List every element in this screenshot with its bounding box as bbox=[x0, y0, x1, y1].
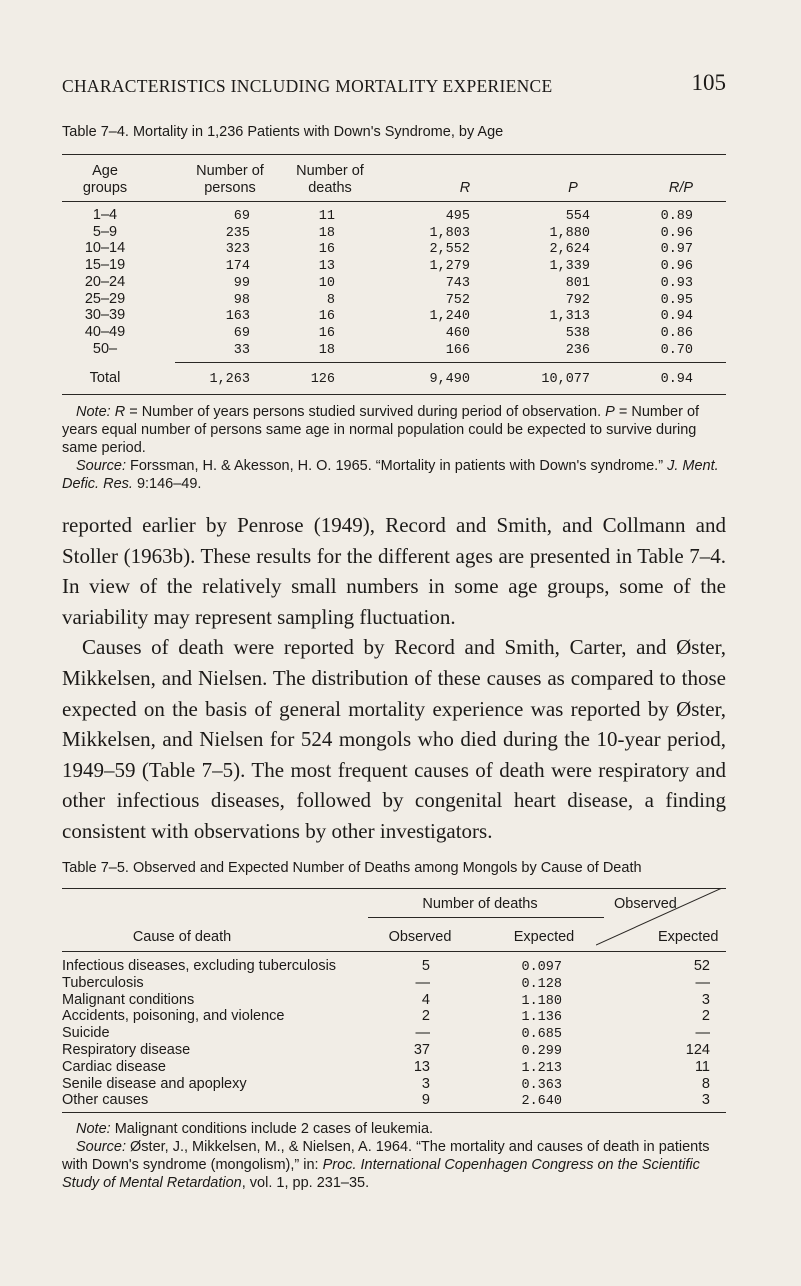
cell-deaths: 10 bbox=[318, 275, 335, 291]
cell-ratio: 52 bbox=[693, 958, 710, 974]
table-7-4-bottom-rule bbox=[62, 394, 726, 395]
cell-r-over-p: 0.97 bbox=[660, 242, 693, 258]
cell-ratio: 11 bbox=[694, 1058, 710, 1075]
cell-r-over-p: 0.95 bbox=[660, 292, 693, 308]
cell-observed: — bbox=[415, 1025, 430, 1042]
cell-age-group: 30–39 bbox=[84, 307, 126, 324]
cell-expected: 0.128 bbox=[521, 976, 562, 992]
cell-cause: Senile disease and apoplexy bbox=[62, 1075, 247, 1092]
cell-ratio: 124 bbox=[685, 1042, 710, 1058]
cell-p-value: 801 bbox=[565, 275, 590, 291]
cell-r-value: 1,279 bbox=[429, 259, 470, 275]
cell-cause: Suicide bbox=[62, 1025, 110, 1042]
cell-cause: Other causes bbox=[62, 1092, 149, 1109]
cell-expected: 0.685 bbox=[521, 1027, 562, 1043]
table-7-4-source bbox=[62, 457, 726, 493]
cell-observed: 4 bbox=[421, 991, 430, 1008]
cell-r-value: 495 bbox=[445, 209, 470, 224]
header-expected: Expected bbox=[513, 929, 575, 945]
cell-expected: 1.180 bbox=[521, 993, 562, 1009]
cell-persons: 69 bbox=[233, 325, 250, 341]
cell-r-value: 743 bbox=[445, 275, 470, 291]
header-number-of-deaths: Number of deaths bbox=[422, 896, 538, 912]
cell-deaths: 18 bbox=[318, 342, 335, 358]
header-deaths-line1: Number of bbox=[296, 163, 364, 179]
cell-r-value: 460 bbox=[445, 325, 470, 341]
source-proceedings: Proc. International Copenhagen Congress on the Scientific Study of Mental Retardation bbox=[62, 1157, 700, 1191]
cell-observed: 37 bbox=[413, 1042, 430, 1058]
cell-ratio: 3 bbox=[701, 991, 710, 1008]
table-7-4-top-rule bbox=[62, 154, 726, 155]
table-7-5-notes bbox=[62, 1120, 726, 1192]
cell-ratio: 8 bbox=[701, 1075, 710, 1092]
source-label: Source: bbox=[76, 1139, 126, 1155]
cell-age-group: 20–24 bbox=[84, 273, 126, 290]
cell-observed: 5 bbox=[421, 958, 430, 974]
cell-persons: 33 bbox=[233, 342, 250, 358]
cell-p-value: 236 bbox=[565, 342, 590, 358]
cell-expected: 0.097 bbox=[521, 960, 562, 975]
cell-deaths: 18 bbox=[318, 225, 335, 241]
table-7-4-caption: Table 7–4. Mortality in 1,236 Patients with Down's Syndrome, by Age bbox=[62, 124, 504, 140]
table-7-4-note bbox=[62, 403, 726, 457]
header-age-line1: Age bbox=[92, 163, 118, 179]
cell-r-over-p: 0.96 bbox=[660, 259, 693, 275]
body-text bbox=[62, 510, 726, 847]
cell-cause: Infectious diseases, excluding tuberculosis bbox=[62, 958, 337, 974]
cell-r-value: 752 bbox=[445, 292, 470, 308]
cell-r-value: 1,240 bbox=[429, 309, 470, 325]
note-p-symbol: P bbox=[605, 404, 615, 420]
cell-persons: 69 bbox=[233, 209, 250, 224]
cell-p-value: 1,880 bbox=[549, 225, 590, 241]
header-deaths-line2: deaths bbox=[308, 180, 352, 196]
cell-age-group: 50– bbox=[92, 340, 118, 357]
cell-deaths: 16 bbox=[318, 242, 335, 258]
cell-expected: 2.640 bbox=[521, 1094, 562, 1110]
cell-p-value: 2,624 bbox=[549, 242, 590, 258]
cell-p-value: 1,339 bbox=[549, 259, 590, 275]
source-label: Source: bbox=[76, 458, 126, 474]
cell-p-value: 1,313 bbox=[549, 309, 590, 325]
cell-persons: 98 bbox=[233, 292, 250, 308]
note-p-definition: = Number of years equal number of persons same age in normal population could be expected to survive during same period. bbox=[62, 404, 700, 456]
total-deaths: 126 bbox=[310, 372, 335, 387]
total-r-over-p: 0.94 bbox=[660, 372, 693, 387]
note-label: Note: bbox=[76, 1121, 111, 1137]
cell-r-over-p: 0.86 bbox=[660, 325, 693, 341]
header-cause: Cause of death bbox=[132, 929, 232, 945]
cell-cause: Malignant conditions bbox=[62, 991, 195, 1008]
table-7-4-total-rule bbox=[175, 362, 726, 363]
cell-age-group: 40–49 bbox=[84, 323, 126, 340]
page-number: 105 bbox=[691, 70, 726, 95]
table-7-5-header-rule bbox=[62, 951, 726, 952]
note-r-symbol: R bbox=[114, 404, 126, 420]
header-persons-line1: Number of bbox=[196, 163, 264, 179]
cell-deaths: 8 bbox=[326, 292, 335, 308]
header-ratio-numerator: Observed bbox=[614, 896, 677, 912]
header-observed: Observed bbox=[388, 929, 452, 945]
cell-persons: 323 bbox=[225, 242, 250, 258]
cell-persons: 99 bbox=[233, 275, 250, 291]
table-7-4-header-rule bbox=[62, 201, 726, 202]
cell-expected: 0.299 bbox=[521, 1044, 562, 1059]
table-7-5-source bbox=[62, 1138, 726, 1192]
header-r-over-p: R/P bbox=[668, 180, 694, 196]
source-text: Forssman, H. & Akesson, H. O. 1965. “Mortality in patients with Down's syndrome.” bbox=[125, 458, 668, 474]
header-r: R bbox=[459, 180, 471, 196]
cell-ratio: — bbox=[695, 974, 710, 991]
source-citation-end: , vol. 1, pp. 231–35. bbox=[241, 1175, 370, 1191]
cell-r-over-p: 0.89 bbox=[660, 209, 693, 224]
header-ratio-denominator: Expected bbox=[658, 929, 719, 945]
cell-deaths: 16 bbox=[318, 309, 335, 325]
table-7-5-bottom-rule bbox=[62, 1112, 726, 1113]
cell-observed: 9 bbox=[421, 1092, 430, 1109]
cell-age-group: 1–4 bbox=[92, 207, 118, 223]
table-7-4-notes bbox=[62, 403, 726, 493]
cell-observed: 2 bbox=[421, 1008, 430, 1025]
source-citation-end: 9:146–49. bbox=[132, 476, 202, 492]
cell-r-value: 166 bbox=[445, 342, 470, 358]
running-head-title: CHARACTERISTICS INCLUDING MORTALITY EXPERIENCE bbox=[62, 76, 553, 96]
cell-deaths: 13 bbox=[318, 259, 335, 275]
cell-expected: 1.136 bbox=[521, 1010, 562, 1026]
cell-r-value: 1,803 bbox=[429, 225, 470, 241]
cell-cause: Accidents, poisoning, and violence bbox=[62, 1008, 285, 1025]
cell-r-over-p: 0.96 bbox=[660, 225, 693, 241]
cell-deaths: 16 bbox=[318, 325, 335, 341]
cell-r-over-p: 0.94 bbox=[660, 309, 693, 325]
cell-age-group: 5–9 bbox=[92, 223, 118, 240]
cell-age-group: 10–14 bbox=[84, 240, 126, 257]
note-r-definition: = Number of years persons studied survived during period of observation. bbox=[125, 404, 606, 420]
cell-deaths: 11 bbox=[318, 209, 335, 224]
cell-expected: 0.363 bbox=[521, 1077, 562, 1093]
body-paragraph-1: reported earlier by Penrose (1949), Record and Smith, and Collmann and Stoller (1963b). These results for the different ages are presented in Table 7–4. In view of the relatively small numbers in some age groups, some of the variability may represent sampling fluctuation. bbox=[62, 513, 726, 629]
cell-r-over-p: 0.93 bbox=[660, 275, 693, 291]
cell-cause: Tuberculosis bbox=[62, 974, 144, 991]
cell-ratio: — bbox=[695, 1025, 710, 1042]
table-7-5-caption: Table 7–5. Observed and Expected Number of Deaths among Mongols by Cause of Death bbox=[62, 860, 642, 876]
header-group-rule bbox=[368, 917, 604, 918]
header-persons-line2: persons bbox=[204, 180, 256, 196]
cell-r-over-p: 0.70 bbox=[660, 342, 693, 358]
cell-persons: 235 bbox=[225, 225, 250, 241]
total-persons: 1,263 bbox=[209, 372, 250, 387]
total-p: 10,077 bbox=[541, 372, 590, 387]
cell-persons: 163 bbox=[225, 309, 250, 325]
cell-ratio: 3 bbox=[701, 1092, 710, 1109]
cell-observed: — bbox=[415, 974, 430, 991]
cell-ratio: 2 bbox=[701, 1008, 710, 1025]
cell-age-group: 15–19 bbox=[84, 257, 126, 274]
total-r: 9,490 bbox=[429, 372, 470, 387]
source-journal: J. Ment. Defic. Res. bbox=[62, 458, 719, 492]
cell-observed: 3 bbox=[421, 1075, 430, 1092]
body-paragraph-2: Causes of death were reported by Record and Smith, Carter, and Øster, Mikkelsen, and Nielsen. The distribution of these causes as compared to those expected on the basis of general mortality experience was reported by Øster, Mikkelsen, and Nielsen for 524 mongols who died during the 10-year period, 1949–59 (Table 7–5). The most frequent causes of death were respiratory and other infectious diseases, followed by congenital heart disease, a finding consistent with observations by other investigators. bbox=[62, 635, 726, 843]
source-text: Øster, J., Mikkelsen, M., & Nielsen, A. 1964. “The mortality and causes of death in patients with Down's syndrome (mongolism),” in: bbox=[62, 1139, 710, 1173]
cell-p-value: 554 bbox=[565, 209, 590, 224]
cell-persons: 174 bbox=[225, 259, 250, 275]
header-p: P bbox=[568, 180, 578, 196]
table-7-5-note bbox=[62, 1120, 726, 1138]
cell-expected: 1.213 bbox=[521, 1060, 562, 1076]
cell-age-group: 25–29 bbox=[84, 290, 126, 307]
cell-p-value: 538 bbox=[565, 325, 590, 341]
running-head bbox=[62, 70, 726, 104]
note-label: Note: bbox=[76, 404, 111, 420]
cell-r-value: 2,552 bbox=[429, 242, 470, 258]
cell-p-value: 792 bbox=[565, 292, 590, 308]
cell-cause: Respiratory disease bbox=[62, 1042, 191, 1058]
cell-observed: 13 bbox=[413, 1058, 430, 1075]
header-age-line2: groups bbox=[82, 180, 128, 196]
total-label: Total bbox=[89, 370, 121, 386]
note-text: Malignant conditions include 2 cases of leukemia. bbox=[110, 1121, 434, 1137]
cell-cause: Cardiac disease bbox=[62, 1058, 166, 1075]
